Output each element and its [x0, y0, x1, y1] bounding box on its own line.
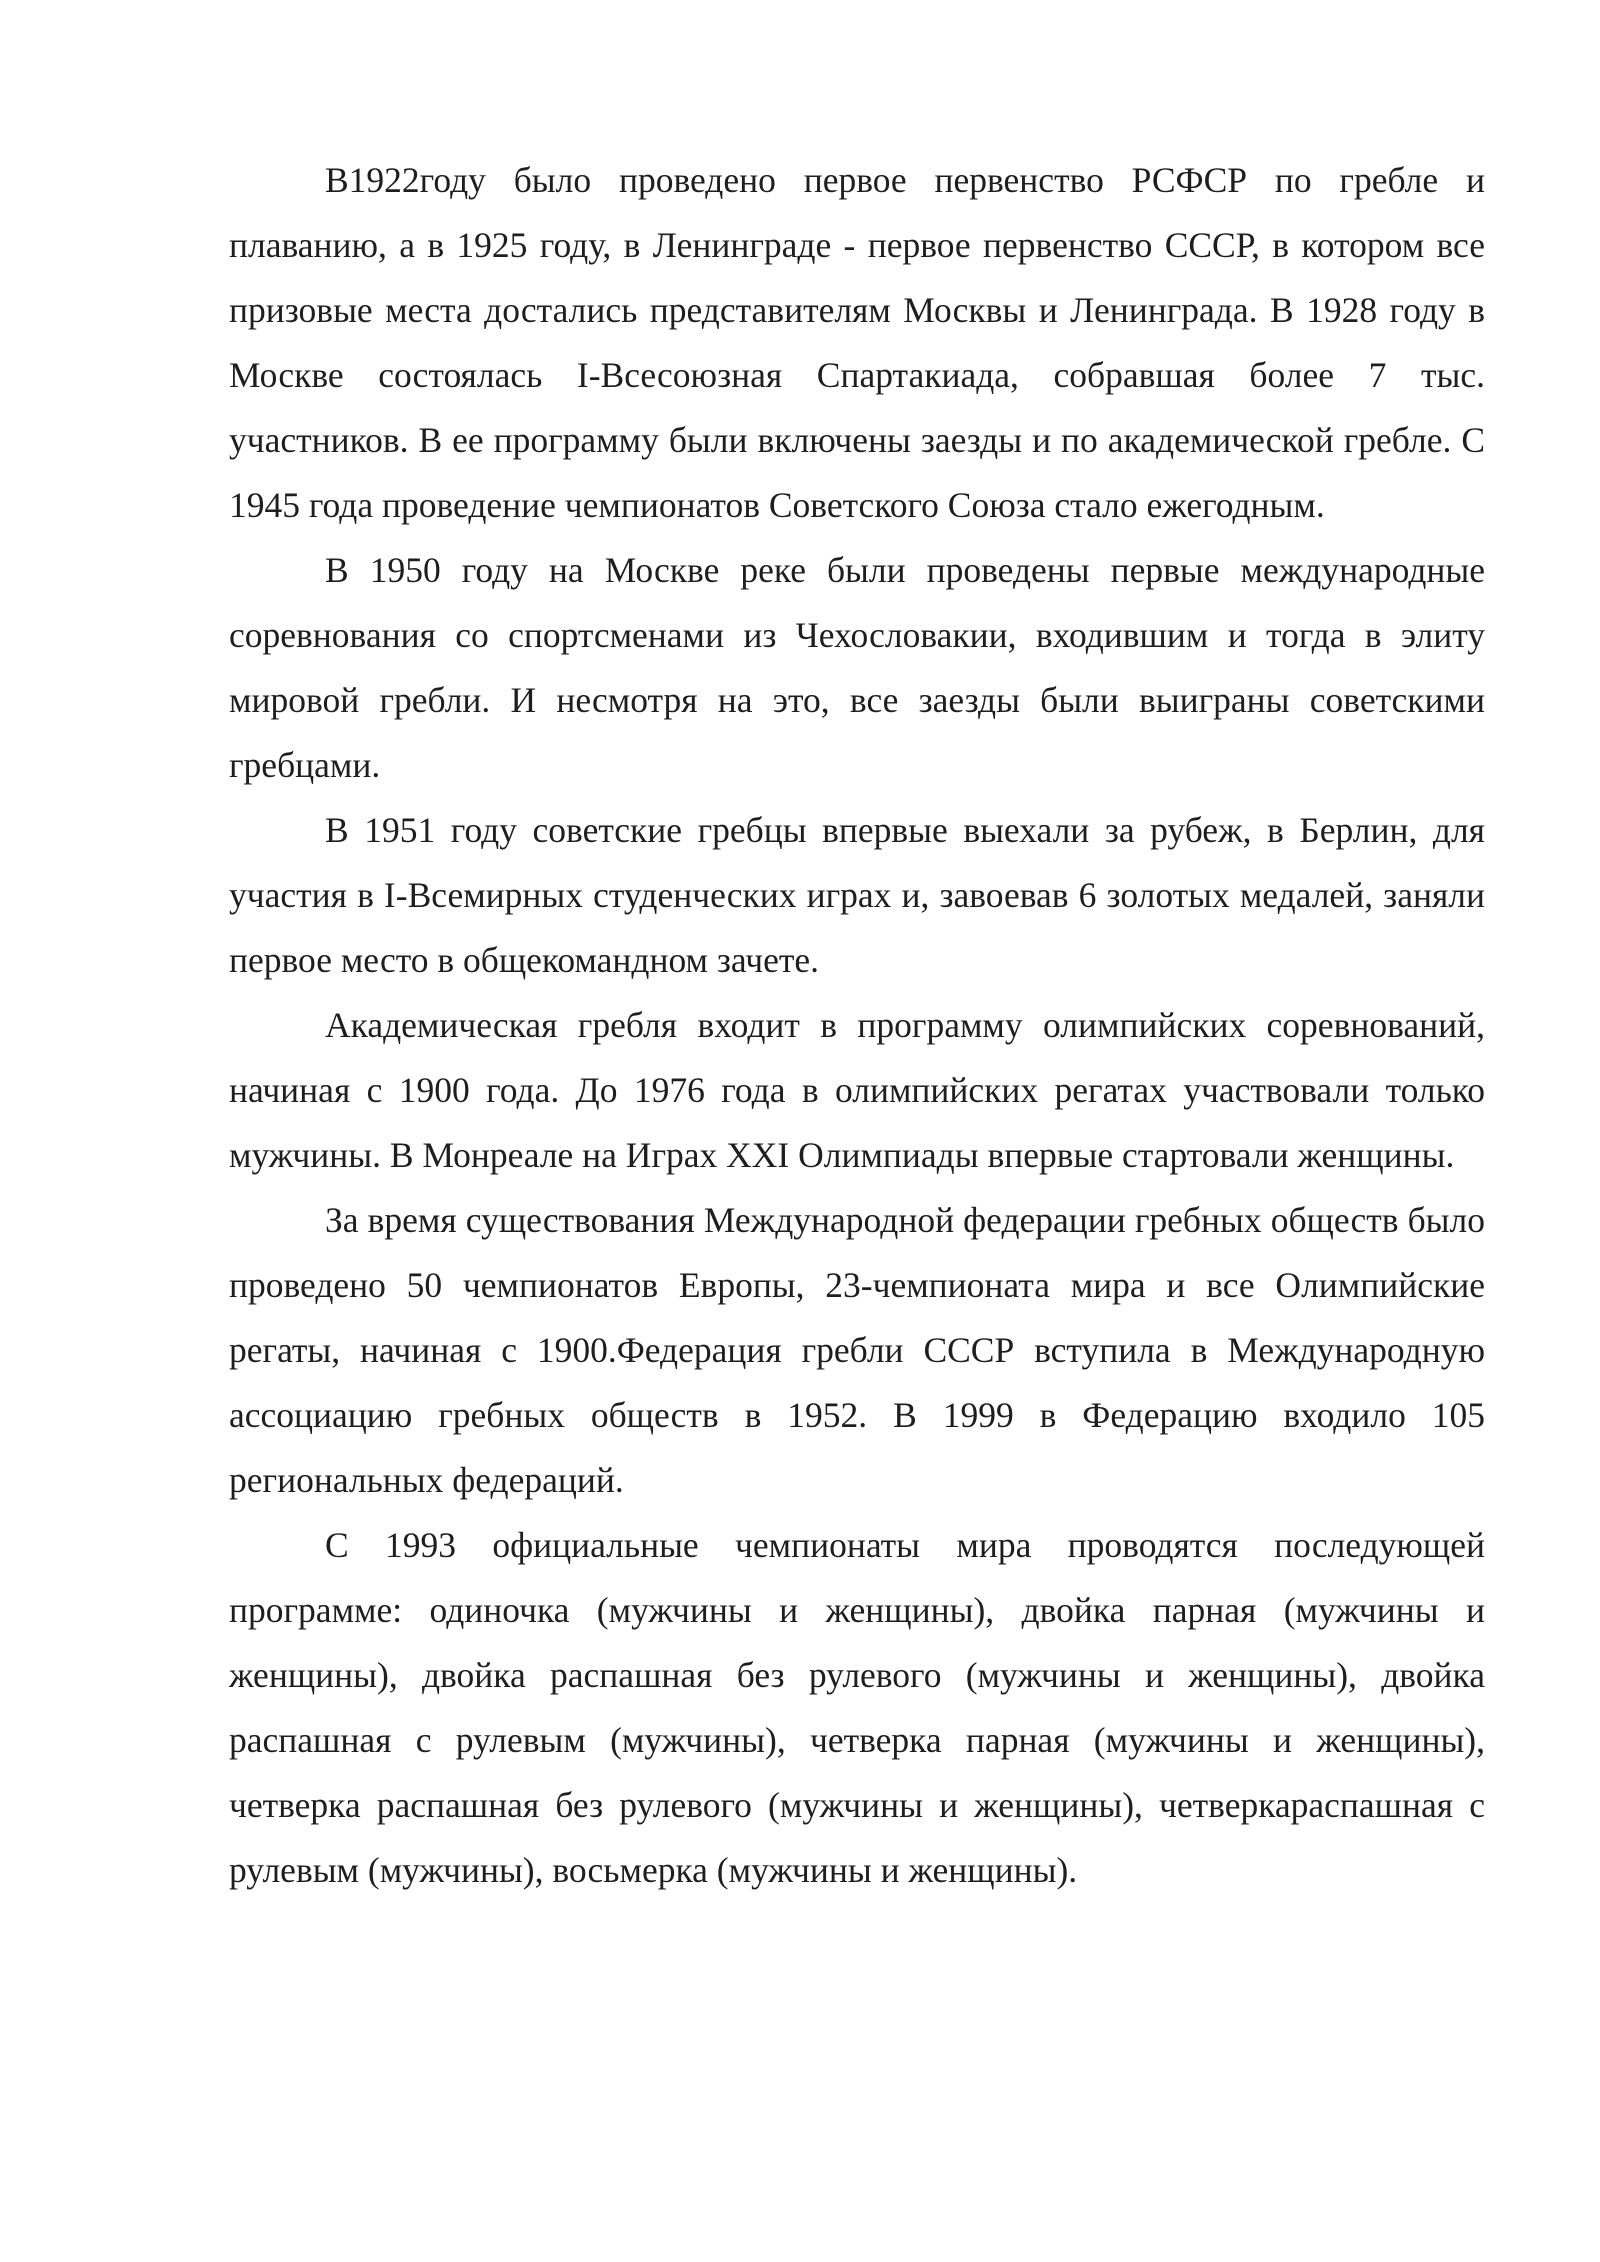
- paragraph-1: В1922году было проведено первое первенство РСФСР по гребле и плаванию, а в 1925 году, в Ленинграде - первое первенство СССР, в котором все призовые места достались представителям Москвы и Ленинграда. В 1928 году в Москве состоялась I-Всесоюзная Спартакиада, собравшая более 7 тыс. участников. В ее программу были включены заезды и по академической гребле. С 1945 года проведение чемпионатов Советского Союза стало ежегодным.: [229, 160, 1485, 525]
- paragraph-4: Академическая гребля входит в программу олимпийских соревнований, начиная с 1900 года. До 1976 года в олимпийских регатах участвовали только мужчины. В Монреале на Играх XXI Олимпиады впервые стартовали женщины.: [229, 1005, 1485, 1175]
- paragraph-5: За время существования Международной федерации гребных обществ было проведено 50 чемпионатов Европы, 23-чемпионата мира и все Олимпийские регаты, начиная с 1900.Федерация гребли СССР вступила в Международную ассоциацию гребных обществ в 1952. В 1999 в Федерацию входило 105 региональных федераций.: [229, 1200, 1485, 1500]
- document-body: [229, 148, 1485, 1903]
- paragraph-6: С 1993 официальные чемпионаты мира проводятся последующей программе: одиночка (мужчины и женщины), двойка парная (мужчины и женщины), двойка распашная без рулевого (мужчины и женщины), двойка распашная с рулевым (мужчины), четверка парная (мужчины и женщины), четверка распашная без рулевого (мужчины и женщины), четверкараспашная с рулевым (мужчины), восьмерка (мужчины и женщины).: [229, 1525, 1485, 1890]
- paragraph-3: В 1951 году советские гребцы впервые выехали за рубеж, в Берлин, для участия в I-Всемирных студенческих играх и, завоевав 6 золотых медалей, заняли первое место в общекомандном зачете.: [229, 810, 1485, 980]
- paragraph-2: В 1950 году на Москве реке были проведены первые международные соревнования со спортсменами из Чехословакии, входившим и тогда в элиту мировой гребли. И несмотря на это, все заезды были выиграны советскими гребцами.: [229, 550, 1485, 785]
